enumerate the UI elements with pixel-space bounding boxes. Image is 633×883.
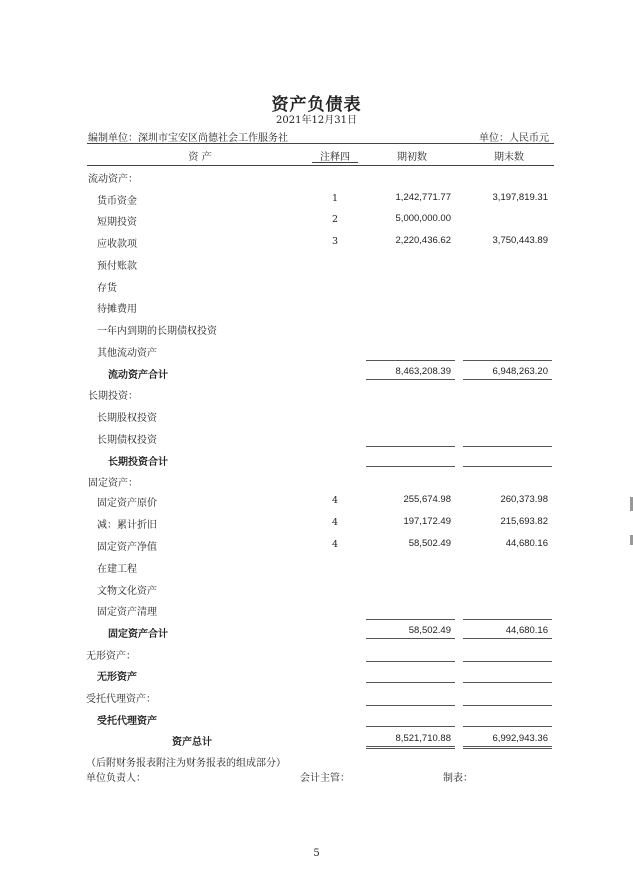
row-label-subtotal: 固定资产合计	[108, 629, 168, 640]
total-rule	[463, 746, 552, 747]
footer-remark: （后附财务报表附注为财务报表的组成部分）	[86, 758, 286, 769]
row-label: 流动资产：	[88, 174, 138, 185]
subtotal-rule	[463, 661, 552, 662]
row-note: 4	[331, 495, 339, 506]
col-header-end: 期末数	[494, 152, 524, 163]
cell-begin: 5,000,000.00	[395, 213, 451, 224]
row-label-total: 资产总计	[172, 737, 212, 748]
subtotal-rule	[463, 466, 552, 467]
cell-end: 44,680.16	[505, 625, 548, 636]
row-label-subtotal: 受托代理资产	[97, 716, 157, 727]
cell-begin: 197,172.49	[403, 516, 451, 527]
cell-end: 6,948,263.20	[492, 366, 548, 377]
subtotal-rule	[366, 619, 455, 620]
subtotal-rule	[463, 360, 552, 361]
cell-begin: 1,242,771.77	[395, 192, 451, 203]
cell-begin: 255,674.98	[403, 494, 451, 505]
col-header-note: 注释四	[320, 152, 350, 163]
report-date: 2021年12月31日	[276, 115, 357, 126]
subtotal-rule	[463, 379, 552, 380]
row-label: 其他流动资产	[97, 348, 157, 359]
row-label: 长期股权投资	[97, 413, 157, 424]
row-label: 固定资产原价	[97, 498, 157, 509]
subtotal-rule	[366, 726, 455, 727]
footer-preparer: 制表：	[443, 773, 473, 784]
subtotal-rule	[463, 682, 552, 683]
footer-accountant: 会计主管：	[300, 773, 350, 784]
row-label: 货币资金	[97, 196, 137, 207]
header-bottom-rule	[87, 165, 554, 166]
row-label: 固定资产：	[88, 478, 138, 489]
subtotal-rule	[463, 705, 552, 706]
row-label: 预付账款	[97, 261, 137, 272]
header-top-rule	[87, 143, 554, 144]
row-label-subtotal: 长期投资合计	[108, 457, 168, 468]
row-label: 在建工程	[97, 564, 137, 575]
org-label: 编制单位：深圳市宝安区尚德社会工作服务社	[88, 133, 288, 144]
col-header-begin: 期初数	[397, 152, 427, 163]
cell-begin: 58,502.49	[408, 625, 451, 636]
subtotal-rule	[366, 360, 455, 361]
total-double-rule	[463, 748, 552, 749]
cell-end: 3,197,819.31	[492, 192, 548, 203]
row-note: 4	[331, 517, 339, 528]
subtotal-rule	[366, 466, 455, 467]
subtotal-rule	[366, 638, 455, 639]
col-header-asset: 资 产	[188, 152, 212, 163]
subtotal-rule	[463, 619, 552, 620]
subtotal-rule	[463, 638, 552, 639]
row-label: 应收款项	[97, 239, 137, 250]
row-label: 文物文化资产	[97, 586, 157, 597]
subtotal-rule	[366, 661, 455, 662]
row-label: 受托代理资产：	[86, 694, 156, 705]
cell-begin: 58,502.49	[408, 538, 451, 549]
row-label: 固定资产清理	[97, 607, 157, 618]
subtotal-rule	[366, 379, 455, 380]
cell-begin: 8,463,208.39	[395, 366, 451, 377]
row-note: 1	[331, 193, 339, 204]
row-label: 减：累计折旧	[97, 520, 157, 531]
total-rule	[366, 746, 455, 747]
row-label: 固定资产净值	[97, 542, 157, 553]
subtotal-rule	[366, 682, 455, 683]
subtotal-rule	[463, 726, 552, 727]
cell-begin: 2,220,436.62	[395, 235, 451, 246]
footer-head: 单位负责人：	[86, 773, 146, 784]
row-note: 2	[331, 214, 339, 225]
cell-end: 44,680.16	[505, 538, 548, 549]
row-note: 4	[331, 539, 339, 550]
cell-end: 260,373.98	[500, 494, 548, 505]
row-note: 3	[331, 236, 339, 247]
cell-end: 3,750,443.89	[492, 235, 548, 246]
row-label: 一年内到期的长期债权投资	[97, 326, 217, 337]
subtotal-rule	[463, 446, 552, 447]
cell-end: 215,693.82	[500, 516, 548, 527]
row-label: 待摊费用	[97, 304, 137, 315]
currency-label: 单位：人民币元	[479, 133, 549, 144]
row-label: 无形资产：	[86, 651, 136, 662]
page-title: 资产负债表	[271, 95, 362, 115]
row-label: 长期债权投资	[97, 435, 157, 446]
row-label: 存货	[97, 283, 117, 294]
subtotal-rule	[366, 446, 455, 447]
row-label-subtotal: 流动资产合计	[108, 370, 168, 381]
row-label-subtotal: 无形资产	[97, 672, 137, 683]
subtotal-rule	[366, 705, 455, 706]
row-label: 长期投资：	[88, 391, 138, 402]
page-number: 5	[313, 848, 320, 859]
cell-begin: 8,521,710.88	[395, 733, 451, 744]
cell-end: 6,992,943.36	[492, 733, 548, 744]
row-label: 短期投资	[97, 217, 137, 228]
total-double-rule	[366, 748, 455, 749]
